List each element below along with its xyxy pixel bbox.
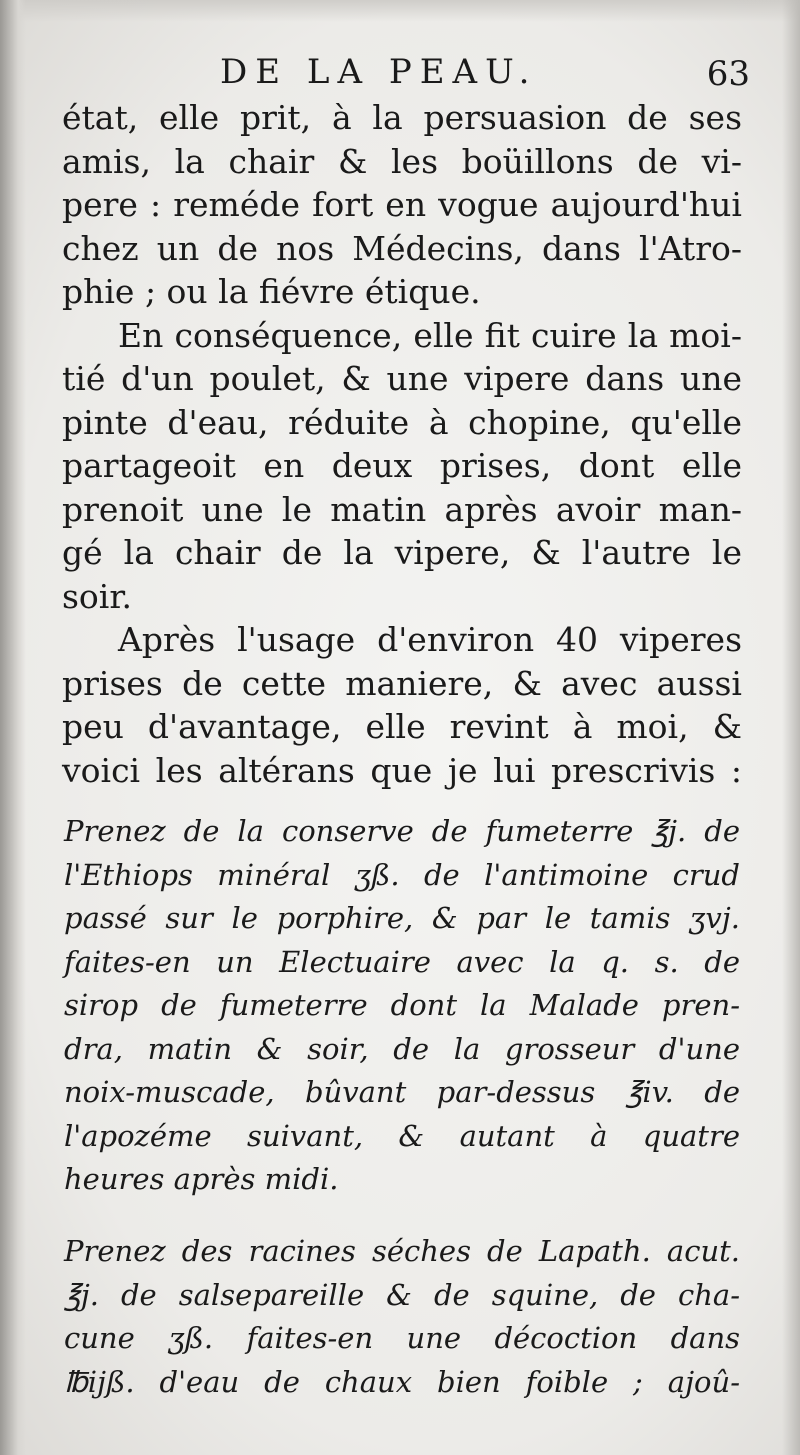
recipe-line: noix-muscade, bûvant par-dessus ℥iv. de [64, 1075, 740, 1109]
text-line: soir. [62, 576, 132, 616]
text-line: Après l'usage d'environ 40 viperes [118, 620, 742, 659]
running-head: DE LA PEAU. [220, 52, 538, 92]
text-line: En conséquence, elle fit cuire la moi- [118, 315, 742, 355]
text-line: partageoit en deux prises, dont elle [62, 446, 742, 485]
recipe-line: sirop de fumeterre dont la Malade pren- [64, 988, 740, 1022]
text-line: peu d'avantage, elle revint à moi, & [62, 707, 742, 746]
text-line: gé la chair de la vipere, & l'autre le [62, 533, 742, 572]
body-text [62, 96, 742, 792]
recipe-line: dra, matin & soir, de la grosseur d'une [64, 1031, 740, 1066]
recipe-line: Prenez des racines séches de Lapath. acut. [64, 1234, 740, 1268]
text-line: tié d'un poulet, & une vipere dans une [62, 359, 742, 398]
text-line: amis, la chair & les boüillons de vi- [62, 141, 742, 181]
page-edge-top [0, 0, 800, 22]
recipe-line: passé sur le porphire, & par le tamis ʒvj. [64, 901, 740, 935]
recipe-line: ℔ijß. d'eau de chaux bien foible ; ajoû- [64, 1364, 740, 1399]
text-line: phie ; ou la fiévre étique. [62, 272, 481, 311]
page-edge-right [782, 0, 800, 1455]
text-line: prises de cette maniere, & avec aussi [62, 663, 742, 703]
text-line: prenoit une le matin après avoir man- [62, 489, 742, 529]
text-line: voici les altérans que je lui prescrivis : [62, 750, 742, 790]
recipe-line: cune ʒß. faites-en une décoction dans [64, 1321, 740, 1355]
recipe-line: Prenez de la conserve de fumeterre ℥j. de [64, 814, 740, 848]
page-header [60, 52, 750, 102]
page-edge-left [0, 0, 26, 1455]
recipe-line: l'apozéme suivant, & autant à quatre [64, 1118, 740, 1153]
page-number: 63 [706, 54, 750, 94]
text-line: chez un de nos Médecins, dans l'Atro- [62, 228, 742, 268]
text-line: état, elle prit, à la persuasion de ses [62, 98, 742, 137]
text-line: pinte d'eau, réduite à chopine, qu'elle [62, 402, 742, 442]
recipe-block-2 [64, 1230, 740, 1404]
recipe-line: faites-en un Electuaire avec la q. s. de [64, 944, 740, 979]
recipe-line: l'Ethiops minéral ʒß. de l'antimoine crud [64, 857, 740, 892]
recipe-line: ℥j. de salsepareille & de squine, de cha- [64, 1277, 740, 1312]
text-line: pere : reméde fort en vogue aujourd'hui [62, 185, 742, 224]
recipe-block-1 [64, 810, 740, 1202]
recipe-line: heures après midi. [64, 1162, 339, 1196]
